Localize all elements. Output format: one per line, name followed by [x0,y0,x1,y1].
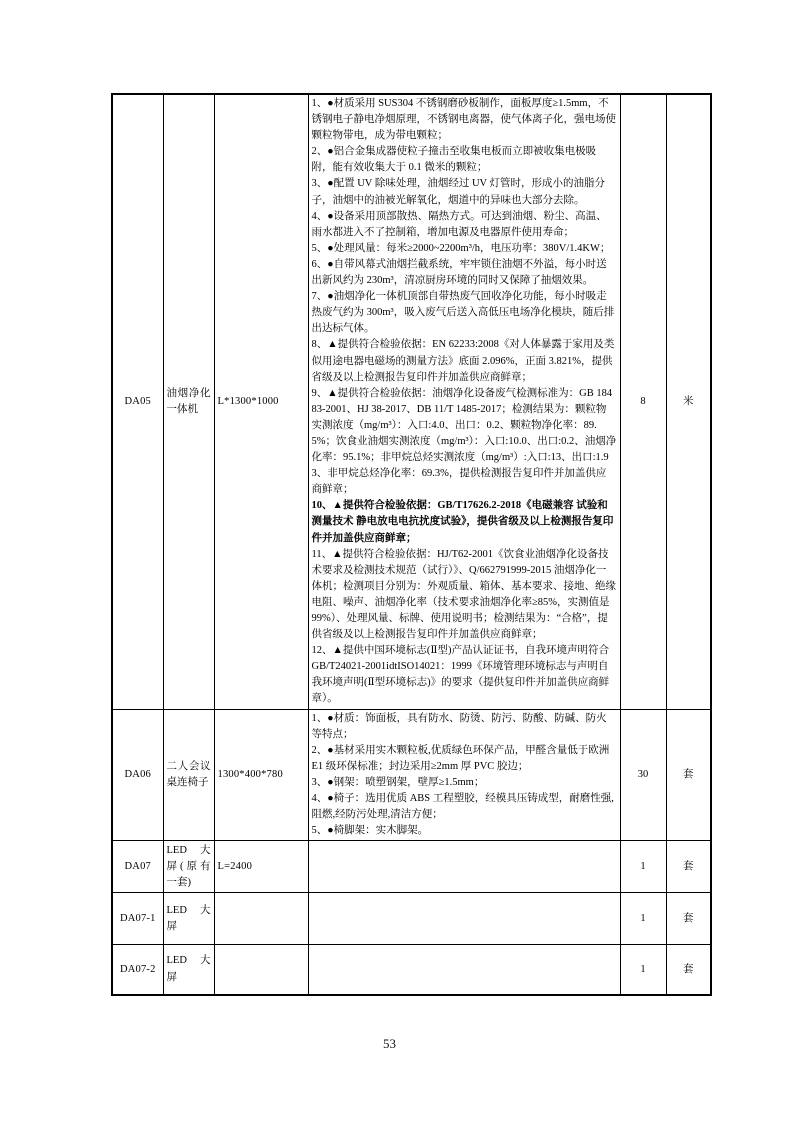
desc-item: 2、●铝合金集成器使粒子撞击至收集电板而立即被收集电极吸附，能有效收集大于 0.1 微米的颗粒； [311,146,597,174]
desc-item: 3、●钢架：喷塑钢架，壁厚≥1.5mm； [311,776,485,788]
item-code-cell: DA07 [112,841,163,893]
desc-item: 8、▲提供符合检验依据：EN 62233:2008《对人体暴露于家用及类似用途电器电磁场的测量方法》底面 2.096%，正面 3.821%，提供省级及以上检测报告复印件并加盖供应商鲜章； [311,339,615,383]
item-name-cell: LED 大屏 [163,893,214,945]
item-name-cell: 油烟净化一体机 [163,94,214,709]
item-desc-cell [308,893,620,945]
page-number: 53 [383,1036,396,1051]
table-row [112,841,711,893]
item-desc-cell [308,709,620,841]
desc-item: 11、▲提供符合检验依据：HJ/T62-2001《饮食业油烟净化设备技术要求及检测技术规范（试行）》、Q/662791999-2015 油烟净化一体机；检测项目分别为：外观质量、箱体、基本要求、接地、绝缘电阻、噪声、油烟净化率（技术要求油烟净化率≥85%，实测值是 99%）、处理风量、标牌、使用说明书；检测结果为：“合格”，提供省级及以上检测报告复印件并加盖供应商鲜章； [311,548,616,641]
item-qty-cell: 1 [620,945,666,995]
item-unit-cell: 套 [666,893,711,945]
item-name-cell: LED 大屏(原有一套) [163,841,214,893]
item-desc-cell [308,94,620,709]
desc-item: 7、●油烟净化一体机顶部自带热废气回收净化功能，每小时吸走热废气约为 300m³，吸入废气后送入高低压电场净化模块，随后排出达标气体。 [311,291,615,335]
desc-item: 3、●配置 UV 除味处理，油烟经过 UV 灯管时，形成小的油脂分子，油烟中的油被光解氧化，烟道中的异味也大部分去除。 [311,178,606,206]
item-spec-cell [214,893,308,945]
desc-item: 6、●自带风幕式油烟拦截系统，牢牢锁住油烟不外溢，每小时送出新风约为 230m³，清凉厨房环境的同时又保障了抽烟效果。 [311,258,607,287]
desc-item: 1、●材质：饰面板，具有防水、防烫、防污、防酸、防碱、防火等特点； [311,712,607,740]
table-row [112,945,711,995]
item-spec-cell [214,945,308,995]
desc-item: 2、●基材采用实木颗粒板,优质绿色环保产品，甲醛含量低于欧洲 E1 级环保标准；封边采用≥2mm 厚 PVC 胶边； [311,744,610,772]
item-desc-cell [308,945,620,995]
item-code-cell: DA05 [112,94,163,709]
desc-item: 5、●处理风量：每米≥2000~2200m³/h，电压功率：380V/1.4KW； [311,242,611,254]
item-spec-cell: 1300*400*780 [214,709,308,841]
item-spec-cell: L=2400 [214,841,308,893]
item-name-cell: 二人会议桌连椅子 [163,709,214,841]
table-row [112,94,711,709]
item-unit-cell: 套 [666,945,711,995]
desc-item: 10、▲提供符合检验依据：GB/T17626.2-2018《电磁兼容 试验和测量技术 静电放电电抗扰度试验》，提供省级及以上检测报告复印件并加盖供应商鲜章； [311,500,614,544]
desc-item: 4、●设备采用顶部散热、隔热方式。可达到油烟、粉尘、高温、雨水都进入不了控制箱，增加电源及电器原件使用寿命； [311,210,607,238]
table-row [112,893,711,945]
desc-item: 12、▲提供中国环境标志(Ⅱ型)产品认证证书，自我环境声明符合 GB/T24021-2001idtISO14021：1999《环境管理环境标志与声明自我环境声明(Ⅱ型环境标志)》的要求（提供复印件并加盖供应商鲜章）。 [311,645,610,705]
desc-item: 1、●材质采用 SUS304 不锈钢磨砂板制作，面板厚度≥1.5mm，不锈钢电子静电净烟原理，不锈钢电离器，使气体离子化，强电场使颗粒物带电，成为带电颗粒； [311,98,616,142]
desc-item: 4、●椅子：选用优质 ABS 工程塑胶，经模具压铸成型，耐磨性强,阻燃,经防污处理,清洁方便； [311,793,614,821]
item-code-cell: DA06 [112,709,163,841]
item-qty-cell: 1 [620,841,666,893]
desc-item: 5、●椅脚架：实木脚架。 [311,825,429,837]
item-code-cell: DA07-2 [112,945,163,995]
desc-item: 9、▲提供符合检验依据：油烟净化设备废气检测标准为：GB 18483-2001、HJ 38-2017、DB 11/T 1485-2017；检测结果为：颗粒物实测浓度（mg/m³）：入口:4.0、出口：0.2、颗粒物净化率：89.5%；饮食业油烟实测浓度（mg/m³）：入口:10.0、出口:0.2、油烟净化率：95.1%；非甲烷总烃实测浓度（mg/m³）:入口:13、出口:1.93、非甲烷总烃净化率：69.3%，提供检测报告复印件并加盖供应商鲜章； [311,387,617,496]
items-table [111,93,712,996]
item-qty-cell: 8 [620,94,666,709]
item-desc-cell [308,841,620,893]
item-unit-cell: 套 [666,709,711,841]
item-qty-cell: 30 [620,709,666,841]
table-row [112,709,711,841]
item-unit-cell: 套 [666,841,711,893]
item-spec-cell: L*1300*1000 [214,94,308,709]
item-unit-cell: 米 [666,94,711,709]
item-name-cell: LED 大屏 [163,945,214,995]
item-code-cell: DA07-1 [112,893,163,945]
item-qty-cell: 1 [620,893,666,945]
